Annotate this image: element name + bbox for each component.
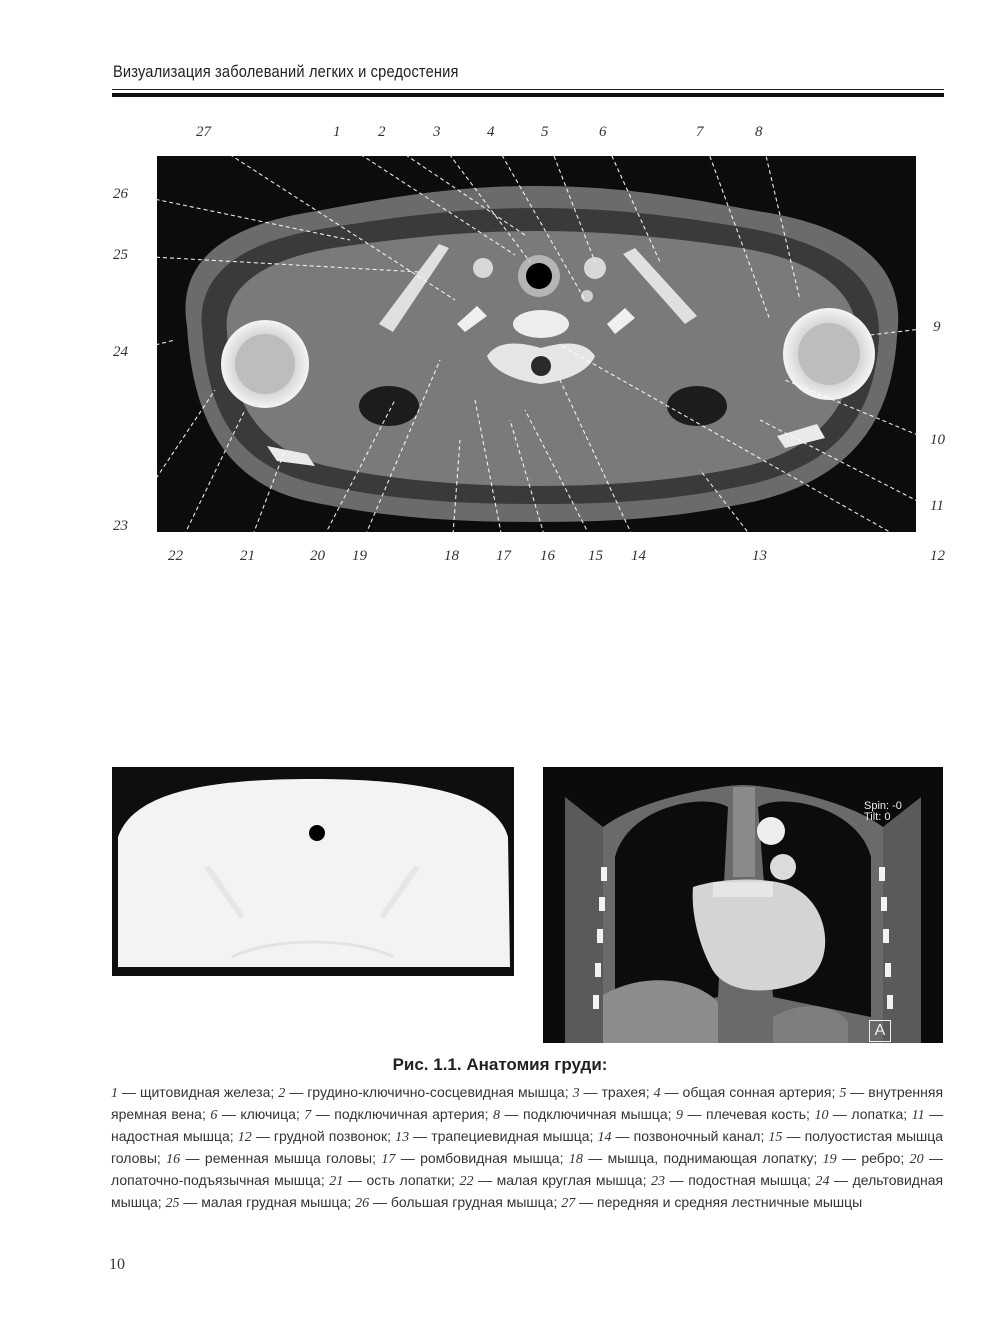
legend-text: ребро [861, 1150, 901, 1166]
callout-label: 3 [433, 124, 441, 140]
legend-text: грудной позвонок [273, 1128, 388, 1144]
legend-text: дельтовидная мышца [111, 1172, 944, 1210]
legend-text: общая сонная артерия [682, 1084, 832, 1100]
callout-label: 26 [113, 186, 128, 202]
legend-number: 3 [572, 1086, 580, 1101]
callout-label: 23 [113, 518, 128, 534]
legend-number: 24 [815, 1174, 830, 1189]
legend-number: 19 [822, 1152, 837, 1167]
spin-tilt-readout [864, 801, 902, 823]
legend-number: 2 [278, 1086, 286, 1101]
axial-ct-image [157, 156, 916, 532]
legend-text: большая грудная мышца [390, 1194, 554, 1210]
legend-text: малая грудная мышца [201, 1194, 348, 1210]
callout-label: 7 [696, 124, 704, 140]
figure-title: Рис. 1.1. Анатомия груди: [392, 1055, 608, 1074]
legend-text: ключица [240, 1106, 296, 1122]
axial-ct-drawing [157, 156, 916, 532]
page-number: 10 [109, 1256, 125, 1273]
legend-text: трапециевидная мышца [431, 1128, 590, 1144]
legend-number: 20 [909, 1152, 924, 1167]
callout-label: 24 [113, 344, 128, 360]
legend-number: 18 [568, 1152, 583, 1167]
legend-number: 12 [237, 1130, 252, 1145]
legend-text: полуостистая мышца головы [111, 1128, 944, 1166]
legend-number: 5 [839, 1086, 847, 1101]
legend-text: щитовидная железа [139, 1084, 271, 1100]
legend-text: ременная мышца головы [204, 1150, 373, 1166]
legend-number: 26 [355, 1196, 370, 1211]
callout-label: 18 [444, 548, 459, 564]
callout-label: 22 [168, 548, 183, 564]
legend-number: 16 [166, 1152, 181, 1167]
legend-number: 22 [459, 1174, 474, 1189]
legend-text: плечевая кость [705, 1106, 807, 1122]
legend-number: 27 [561, 1196, 576, 1211]
axial-wide-drawing [112, 767, 514, 976]
callout-label: 17 [496, 548, 511, 564]
legend-number: 6 [210, 1108, 218, 1123]
callout-label: 2 [378, 124, 386, 140]
legend-text: лопатка [851, 1106, 904, 1122]
legend-text: подключичная мышца [523, 1106, 668, 1122]
callout-label: 9 [933, 319, 941, 335]
callout-label: 16 [540, 548, 555, 564]
legend-text: внутренняя яремная вена [111, 1084, 944, 1122]
coronal-ct-image [543, 767, 943, 1043]
figure-legend: 1 — щитовидная железа; 2 — грудино-ключично-сосцевидная мышца; 3 — трахея; 4 — общая сонная артерия; 5 — внутренняя яремная вена; 6 — ключица; 7 — подключичная артерия; 8 — подключичная мышца; 9 — плечевая кость; 10 — лопатка; 11 — надостная мышца; 12 — грудной позвонок; 13 — трапециевидная мышца; 14 — позвоночный канал; 15 — полуостистая мышца головы; 16 — ременная мышца головы; 17 — ромбовидная мышца; 18 — мышца, поднимающая лопатку; 19 — ребро; 20 — лопаточно-подъязычная мышца; 21 — ость лопатки; 22 — малая круглая мышца; 23 — подостная мышца; 24 — дельтовидная мышца; 25 — малая грудная мышца; 26 — большая грудная мышца; 27 — передняя и средняя лестничные мышцы [111, 1084, 944, 1211]
legend-number: 1 [111, 1086, 118, 1101]
legend-text: ость лопатки [366, 1172, 452, 1188]
callout-label: 5 [541, 124, 549, 140]
callout-label: 10 [930, 432, 945, 448]
callout-label: 8 [755, 124, 763, 140]
callout-label: 25 [113, 247, 128, 263]
view-letter-box: A [869, 1020, 891, 1042]
legend-number: 9 [676, 1108, 683, 1123]
legend-number: 11 [911, 1108, 925, 1123]
callout-label: 20 [310, 548, 325, 564]
legend-number: 14 [597, 1130, 612, 1145]
callout-label: 13 [752, 548, 767, 564]
legend-text: мышца, поднимающая лопатку [607, 1150, 814, 1166]
legend-text: надостная мышца [111, 1128, 230, 1144]
tilt-value: Tilt: 0 [864, 811, 891, 823]
axial-ct-wide-window [112, 767, 514, 976]
header-rule-thick [112, 93, 944, 97]
legend-number: 13 [395, 1130, 410, 1145]
legend-text: позвоночный канал [633, 1128, 761, 1144]
legend-number: 17 [381, 1152, 396, 1167]
legend-text: грудино-ключично-сосцевидная мышца [307, 1084, 565, 1100]
legend-number: 10 [814, 1108, 829, 1123]
legend-text: трахея [601, 1084, 646, 1100]
running-header: Визуализация заболеваний легких и средостения [113, 62, 459, 81]
legend-number: 23 [651, 1174, 666, 1189]
legend-number: 15 [768, 1130, 783, 1145]
header-rule-thin [112, 89, 944, 90]
legend-text: подостная мышца [688, 1172, 808, 1188]
legend-text: передняя и средняя лестничные мышцы [597, 1194, 863, 1210]
legend-number: 4 [653, 1086, 661, 1101]
callout-label: 6 [599, 124, 607, 140]
legend-text: подключичная артерия [334, 1106, 485, 1122]
legend-text: лопаточно-подъязычная мышца [111, 1172, 321, 1188]
callout-label: 1 [333, 124, 341, 140]
callout-label: 14 [631, 548, 646, 564]
legend-number: 21 [329, 1174, 344, 1189]
callout-label: 19 [352, 548, 367, 564]
legend-text: малая круглая мышца [496, 1172, 643, 1188]
callout-label: 27 [196, 124, 211, 140]
callout-label: 21 [240, 548, 255, 564]
callout-label: 12 [930, 548, 945, 564]
callout-label: 11 [930, 498, 944, 514]
legend-number: 7 [304, 1108, 312, 1123]
spin-value: Spin: -0 [864, 800, 902, 812]
callout-label: 4 [487, 124, 495, 140]
legend-number: 25 [165, 1196, 180, 1211]
legend-text: ромбовидная мышца [420, 1150, 560, 1166]
callout-label: 15 [588, 548, 603, 564]
legend-number: 8 [493, 1108, 501, 1123]
